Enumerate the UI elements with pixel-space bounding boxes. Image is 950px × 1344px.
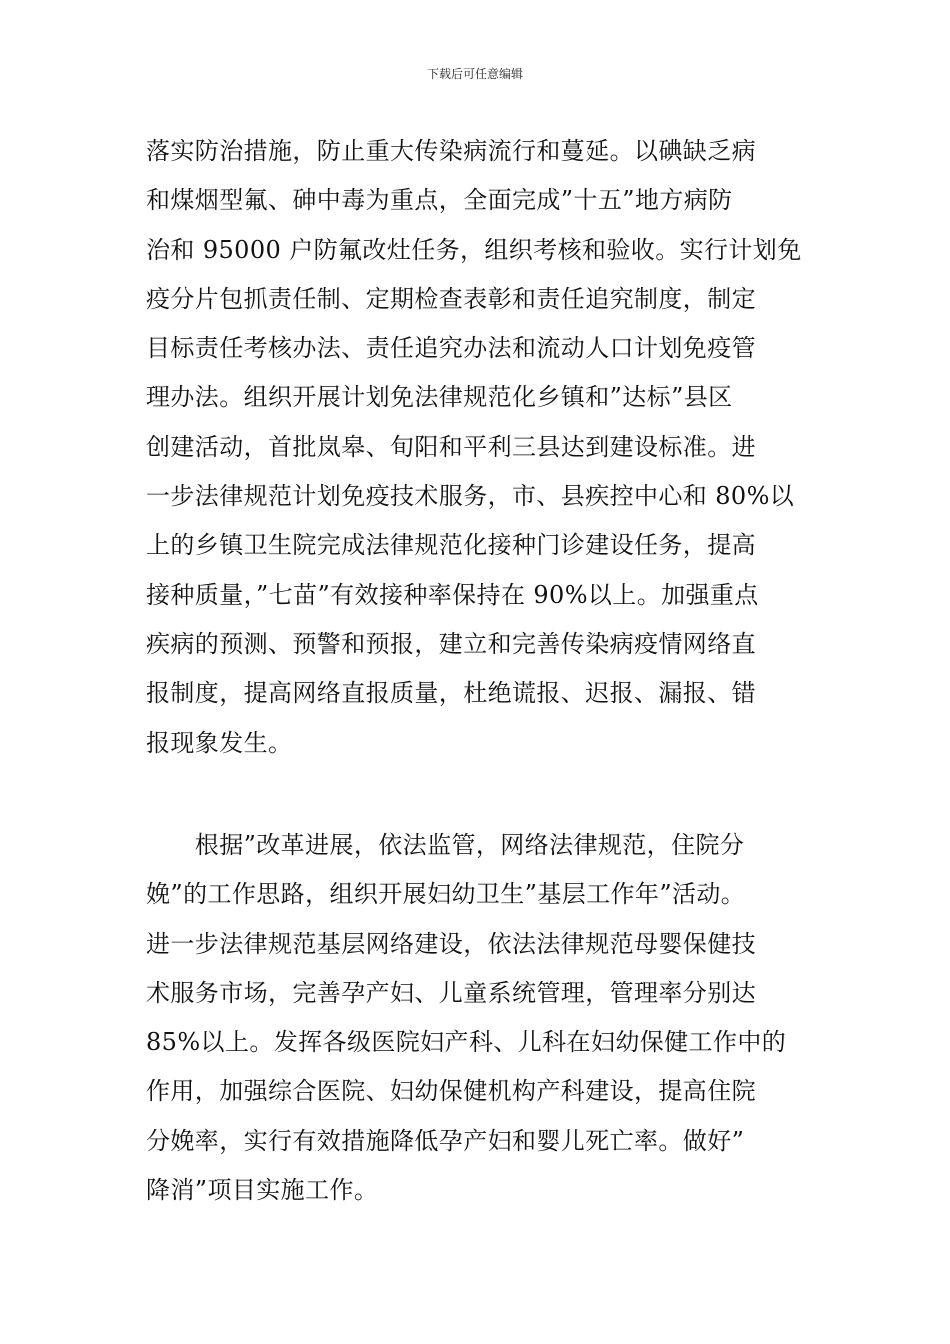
paragraph-line: 娩”的工作思路，组织开展妇幼卫生”基层工作年”活动。 <box>146 880 746 909</box>
page-header: 下载后可任意编辑 <box>426 67 523 81</box>
paragraph-line: 治和 95000 户防氟改灶任务，组织考核和验收。实行计划免 <box>146 235 802 264</box>
paragraph-line: 疫分片包抓责任制、定期检查表彰和责任追究制度，制定 <box>146 284 756 313</box>
paragraph-line: 理办法。组织开展计划免法律规范化乡镇和”达标”县区 <box>146 383 733 412</box>
paragraph-line: 85%以上。发挥各级医院妇产科、儿科在妇幼保健工作中的 <box>146 1028 787 1057</box>
paragraph-line: 降消”项目实施工作。 <box>146 1176 379 1205</box>
paragraph-line: 报现象发生。 <box>146 728 293 757</box>
paragraph-2 <box>146 821 810 1215</box>
paragraph-line: 落实防治措施，防止重大传染病流行和蔓延。以碘缺乏病 <box>146 137 756 165</box>
paragraph-1 <box>146 127 810 768</box>
paragraph-line: 分娩率，实行有效措施降低孕产妇和婴儿死亡率。做好” <box>146 1126 745 1155</box>
paragraph-line: 报制度，提高网络直报质量，杜绝谎报、迟报、漏报、错 <box>146 679 756 708</box>
paragraph-line: 上的乡镇卫生院完成法律规范化接种门诊建设任务，提高 <box>146 531 756 560</box>
paragraph-line: 作用，加强综合医院、妇幼保健机构产科建设，提高住院 <box>146 1077 756 1106</box>
paragraph-line: 根据”改革进展，依法监管，网络法律规范，住院分 <box>146 831 745 859</box>
paragraph-line: 目标责任考核办法、责任追究办法和流动人口计划免疫管 <box>146 334 756 363</box>
paragraph-line: 疾病的预测、预警和预报，建立和完善传染病疫情网络直 <box>146 629 756 658</box>
paragraph-line: 接种质量，”七苗”有效接种率保持在 90%以上。加强重点 <box>146 580 759 609</box>
paragraph-line: 术服务市场，完善孕产妇、儿童系统管理，管理率分别达 <box>146 978 756 1007</box>
paragraph-line: 进一步法律规范基层网络建设，依法法律规范母婴保健技 <box>146 929 756 958</box>
paragraph-line: 一步法律规范计划免疫技术服务，市、县疾控中心和 80%以 <box>146 482 795 511</box>
paragraph-line: 创建活动，首批岚皋、旬阳和平利三县达到建设标准。进 <box>146 432 756 461</box>
paragraph-line: 和煤烟型氟、砷中毒为重点，全面完成”十五”地方病防 <box>146 186 733 215</box>
